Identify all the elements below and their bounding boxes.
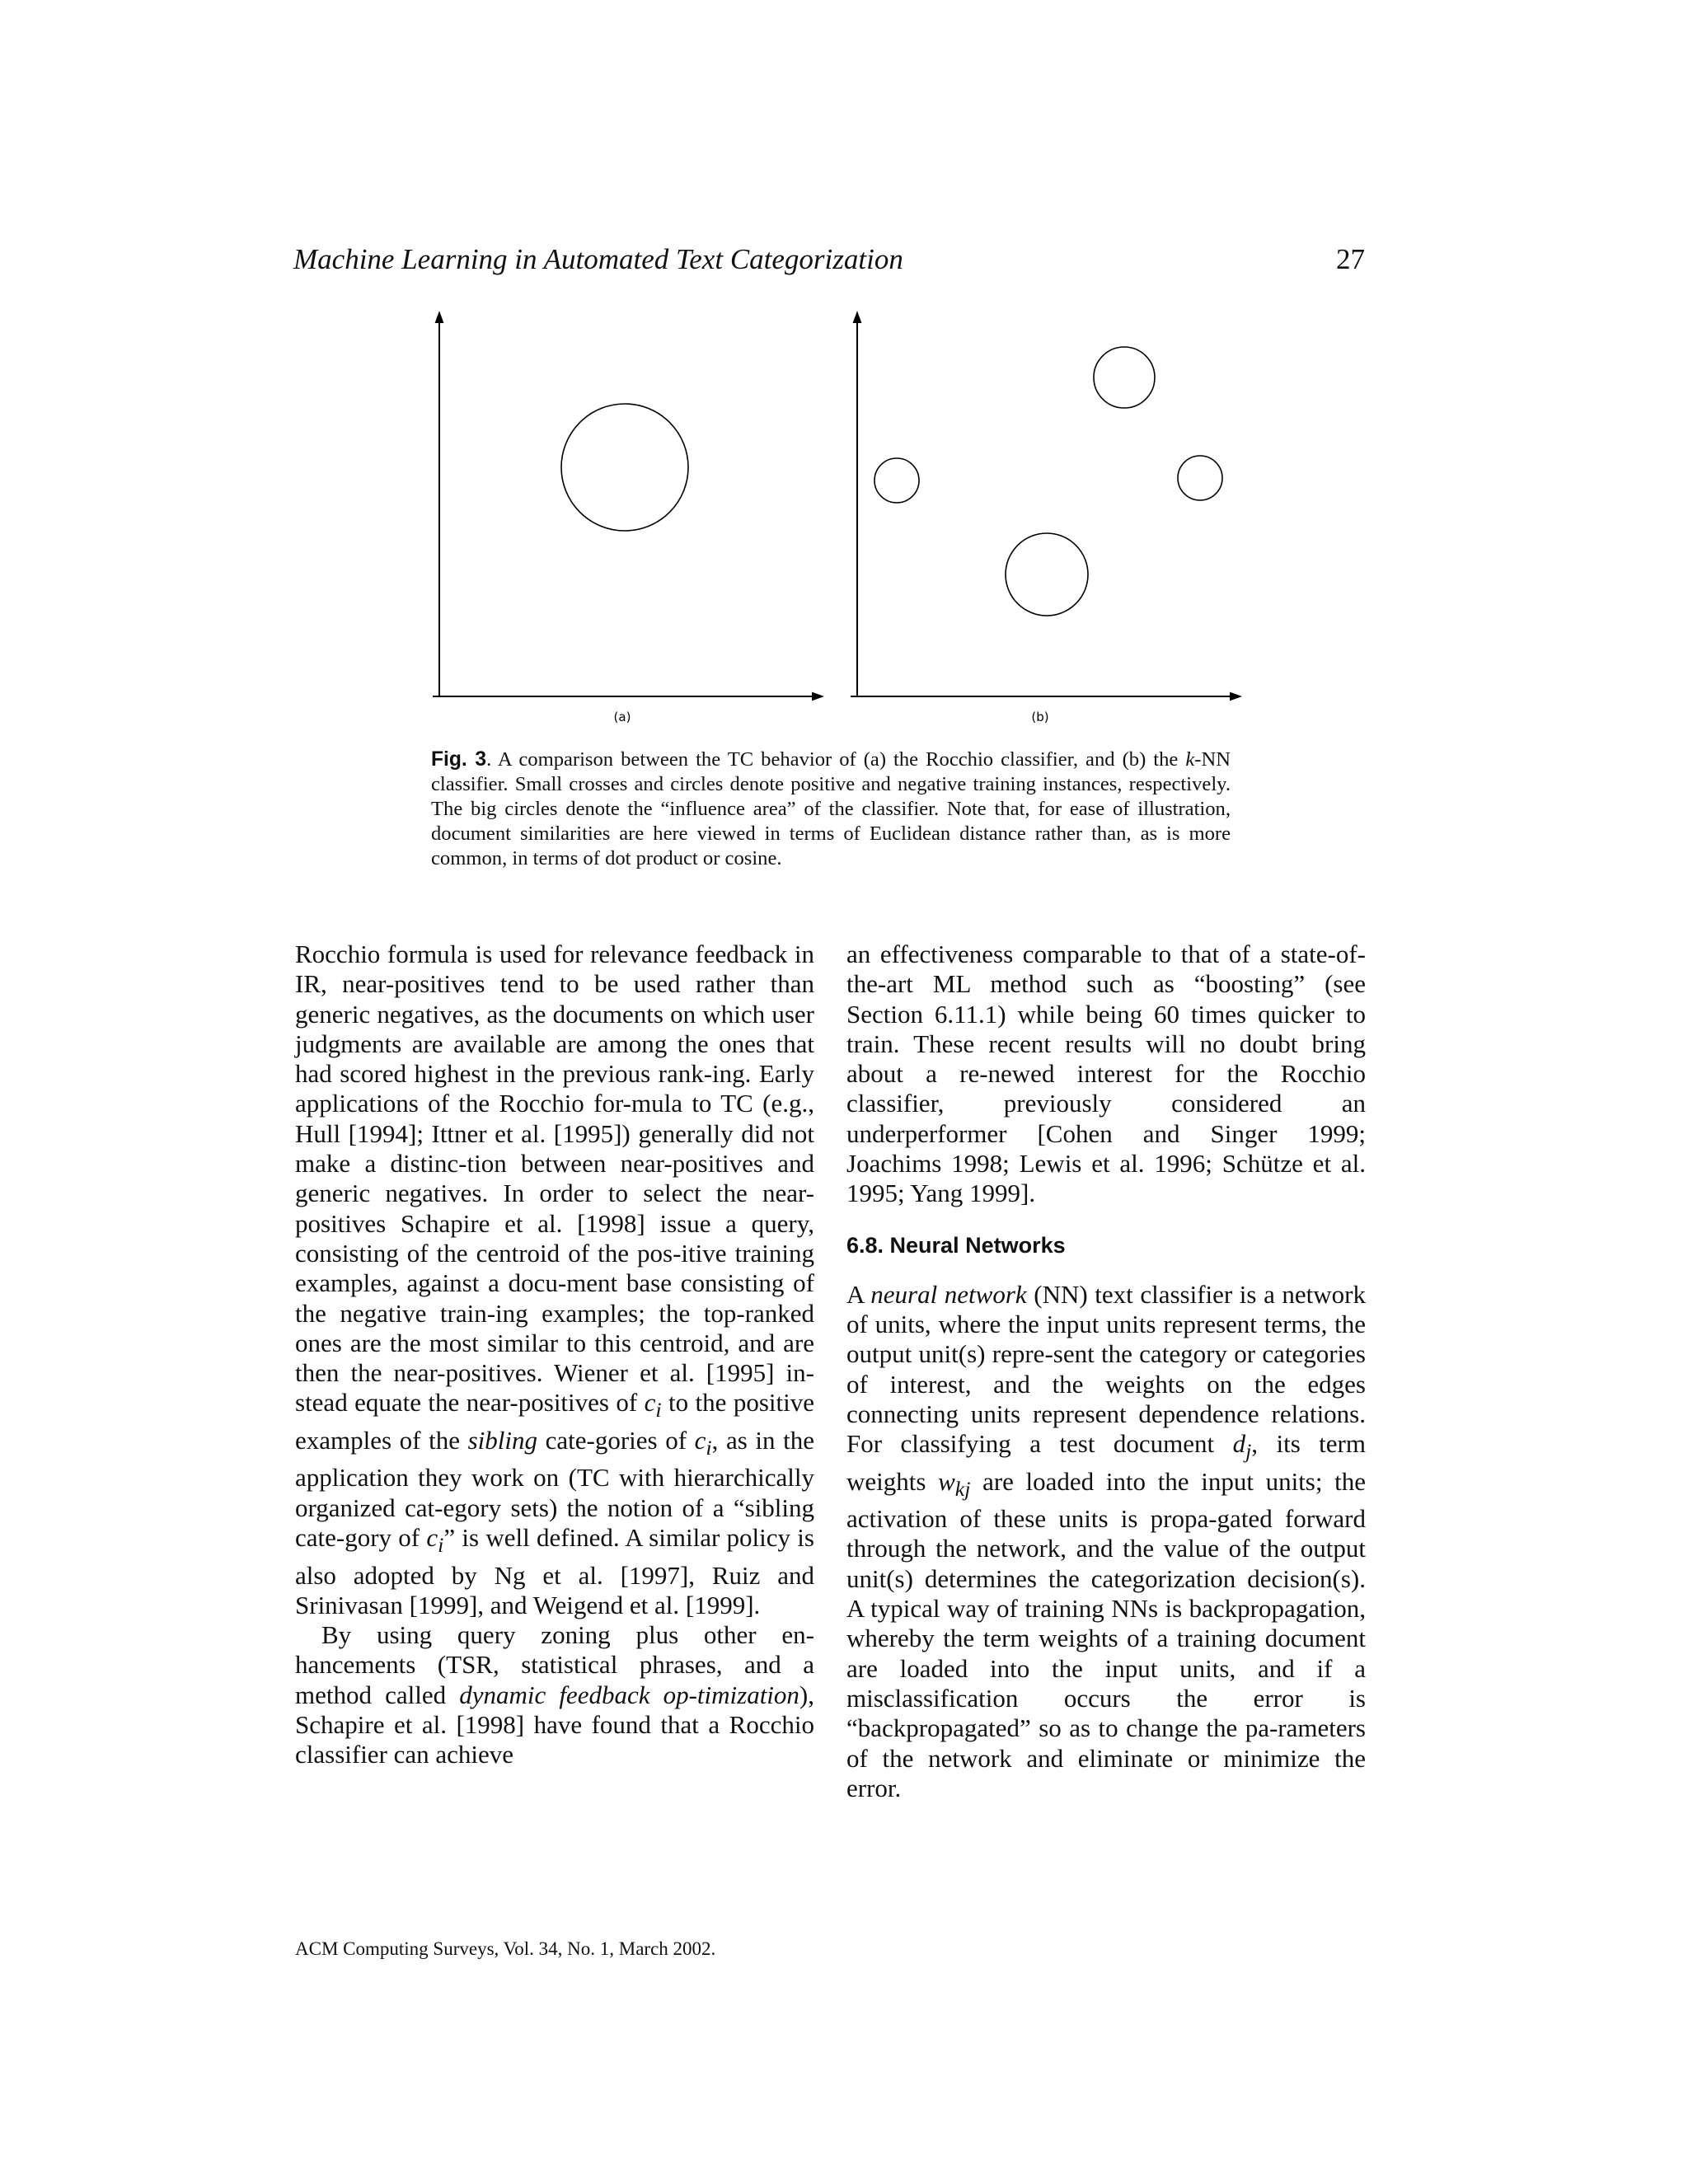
term-sibling: sibling: [467, 1425, 538, 1455]
panel-b-knn-circle-left: [874, 458, 919, 503]
panel-b-knn-circle-center: [1006, 533, 1088, 616]
left-column: [295, 940, 814, 1770]
right-paragraph-1: an effectiveness comparable to that of a state-of-the-art ML method such as “boosting” (see Section 6.11.1) while being 60 times quicker to train. These recent results will no doubt bring about a re-newed interest for the Rocchio classifier, previously considered an underperformer [Cohen and Singer 1999; Joachims 1998; Lewis et al. 1996; Schütze et al. 1995; Yang 1999].: [846, 940, 1366, 1208]
panel-b-knn-circle-right: [1178, 456, 1222, 500]
math-kj: kj: [954, 1476, 971, 1501]
caption-text-2: -NN classifier. Small crosses and circles denote positive and negative training instances, respectively. The big circles denote the “influence area” of the classifier. Note that, for ease of illustration, document similarities are here viewed in terms of Euclidean distance rather than, as is more common, in terms of dot product or cosine.: [431, 748, 1231, 869]
math-c: c: [426, 1523, 438, 1553]
math-i: i: [655, 1398, 662, 1422]
footer: ACM Computing Surveys, Vol. 34, No. 1, March 2002.: [295, 1938, 716, 1959]
math-c: c: [694, 1425, 706, 1455]
figure-3: [420, 309, 1253, 738]
panel-a-axes: [433, 313, 822, 700]
left-p1-text-b: to the positive examples of the: [295, 1388, 814, 1455]
panel-b-x-arrow: [1231, 693, 1240, 700]
left-p1-text-d: , as in the application they work on (TC with hierarchically organized cat-egory sets) the notion of a “sibling cate-gory of: [295, 1425, 815, 1553]
left-p2-text-b: ), Schapire et al. [1998] have found that a Rocchio classifier can achieve: [295, 1680, 814, 1769]
right-p2-text-a: A: [846, 1279, 871, 1309]
math-i: i: [438, 1533, 444, 1558]
figure-caption: [431, 748, 1231, 871]
math-d: d: [1232, 1429, 1246, 1459]
running-head: [293, 243, 1365, 284]
left-p2-text-a: By using query zoning plus other en-hancements (TSR, statistical phrases, and a method called: [295, 1620, 814, 1709]
caption-k: k: [1185, 748, 1195, 771]
math-j: j: [1245, 1439, 1252, 1464]
right-paragraph-2: [846, 1280, 1366, 1803]
math-w: w: [938, 1466, 955, 1496]
left-p1-text-c: cate-gories of: [537, 1425, 695, 1455]
panel-a-rocchio-influence-circle: [561, 404, 688, 531]
left-p1-text-a: Rocchio formula is used for relevance feedback in IR, near-positives tend to be used rather than generic negatives, as the documents on which user judgments are available are among the ones that had scored highest in the previous rank-ing. Early applications of the Rocchio for-mula to TC (e.g., Hull [1994]; Ittner et al. [1995]) generally did not make a distinc-tion between near-positives and generic negatives. In order to select the near-positives Schapire et al. [1998] issue a query, consisting of the centroid of the pos-itive training examples, against a docu-ment base consisting of the negative train-ing examples; the top-ranked ones are the most similar to this centroid, and are then the near-positives. Wiener et al. [1995] in-stead equate the near-positives of: [295, 940, 814, 1418]
right-column: [846, 940, 1366, 1803]
left-paragraph-2: [295, 1620, 814, 1769]
right-p2-text-b: (NN) text classifier is a network of units, where the input units represent terms, the output unit(s) repre-sent the category or categories of interest, and the weights on the edges connecting units represent dependence relations. For classifying a test document: [846, 1279, 1366, 1459]
panel-b-y-arrow: [854, 313, 860, 322]
running-title: Machine Learning in Automated Text Categorization: [293, 243, 903, 275]
panel-b-knn-circle-top: [1094, 347, 1155, 408]
right-p2-text-d: are loaded into the input units; the activation of these units is propa-gated forward through the network, and the value of the output unit(s) determines the categorization decision(s). A typical way of training NNs is backpropagation, whereby the term weights of a training document are loaded into the input units, and if a misclassification occurs the error is “backpropagated” so as to change the pa-rameters of the network and eliminate or minimize the error.: [846, 1466, 1367, 1802]
right-p2-text-c: , its term weights: [846, 1429, 1366, 1496]
figure-3-plot: [420, 309, 1253, 738]
term-neural-network: neural network: [870, 1279, 1027, 1309]
panel-a-label: (a): [613, 710, 631, 724]
term-dynamic-feedback-optimization: dynamic feedback op-timization: [459, 1680, 799, 1709]
panel-b-axes: [851, 313, 1240, 700]
page-number: 27: [1336, 243, 1365, 275]
panel-b-label: (b): [1031, 710, 1049, 724]
left-p1-text-e: ” is well defined. A similar policy is also adopted by Ng et al. [1997], Ruiz and Srinivasan [1999], and Weigend et al. [1999].: [295, 1523, 814, 1619]
section-heading: 6.8. Neural Networks: [846, 1232, 1066, 1258]
caption-text-1: . A comparison between the TC behavior of (a) the Rocchio classifier, and (b) the: [486, 748, 1186, 771]
math-i: i: [706, 1436, 712, 1460]
math-c: c: [644, 1388, 656, 1418]
caption-label: Fig. 3: [431, 748, 487, 771]
panel-a-y-arrow: [436, 313, 443, 322]
left-paragraph-1: [295, 940, 814, 1620]
panel-a-x-arrow: [813, 693, 822, 700]
